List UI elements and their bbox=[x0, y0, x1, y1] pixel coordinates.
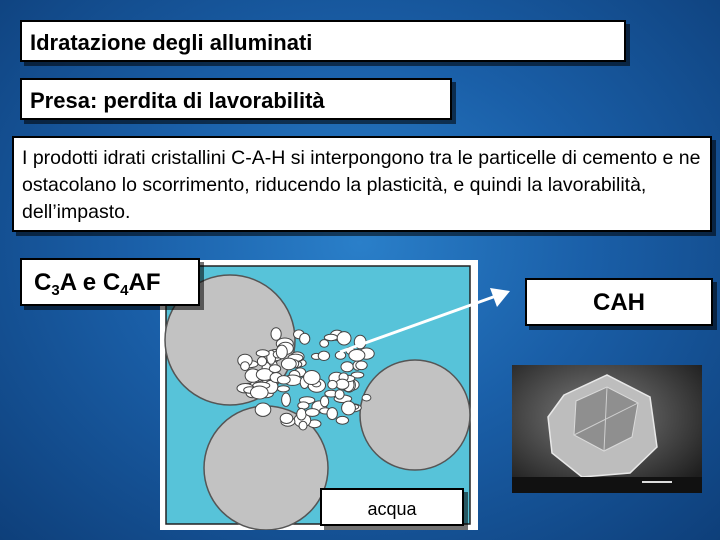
label-c3a-subscript: 3 bbox=[51, 282, 60, 299]
hydrate-crystal bbox=[306, 409, 320, 417]
hydrate-crystal bbox=[327, 408, 337, 420]
slide-subtitle: Presa: perdita di lavorabilità bbox=[20, 78, 452, 120]
hydrate-crystal bbox=[271, 328, 281, 341]
hydrate-crystal bbox=[241, 362, 250, 371]
hydrate-crystal bbox=[336, 416, 348, 424]
hydrate-crystal bbox=[251, 386, 269, 399]
label-c3a-part: C bbox=[34, 269, 52, 296]
hydrate-crystal bbox=[335, 390, 344, 399]
label-cah: CAH bbox=[525, 278, 713, 326]
hydrate-crystal bbox=[277, 386, 289, 392]
hydrate-crystal bbox=[299, 421, 307, 430]
hydrate-crystal bbox=[277, 376, 290, 384]
hydrate-crystal bbox=[255, 403, 271, 416]
cement-particle bbox=[360, 360, 470, 470]
label-c3a-part: A e C bbox=[59, 269, 121, 296]
hydrate-crystal bbox=[257, 357, 266, 366]
label-c4af-subscript: 4 bbox=[120, 282, 129, 299]
hydrate-crystal bbox=[349, 350, 365, 362]
hydrate-crystal bbox=[297, 408, 306, 420]
hydrate-crystal bbox=[281, 358, 296, 370]
hydrate-crystal bbox=[336, 379, 349, 389]
hydrate-crystal bbox=[362, 394, 371, 401]
hydrate-crystal bbox=[282, 393, 291, 406]
hydrate-crystal bbox=[280, 413, 293, 423]
hydrate-crystal bbox=[269, 365, 280, 373]
hydrate-crystal bbox=[337, 332, 351, 345]
label-c3a-part: AF bbox=[128, 269, 161, 296]
hydrate-crystal bbox=[335, 351, 345, 359]
hydrate-crystal bbox=[354, 335, 366, 349]
hydrate-crystal bbox=[300, 333, 310, 344]
hydrate-crystal bbox=[341, 362, 353, 372]
description-text: I prodotti idrati cristallini C-A-H si interpongono tra le particelle di cemento e ne ostacolano lo scorrimento, riducendo la plasticità, e quindi la lavorabilità, dell’impasto. bbox=[12, 136, 712, 232]
hydrate-crystal bbox=[276, 345, 287, 359]
hydrate-crystal bbox=[356, 361, 367, 370]
hydrate-crystal bbox=[328, 380, 337, 389]
hydrate-crystal bbox=[304, 371, 320, 385]
hydrate-crystal bbox=[321, 396, 329, 407]
hydrate-crystal bbox=[256, 350, 269, 357]
hydrate-crystal bbox=[318, 351, 329, 360]
label-water: acqua bbox=[320, 488, 464, 526]
hydrate-crystal bbox=[298, 402, 309, 409]
hydrate-crystal bbox=[320, 340, 329, 348]
hydrate-crystal bbox=[342, 401, 356, 415]
label-c3a-c4af bbox=[20, 258, 200, 306]
slide-title: Idratazione degli alluminati bbox=[20, 20, 626, 62]
cah-micrograph bbox=[512, 365, 702, 493]
hydrate-crystal bbox=[324, 334, 337, 340]
